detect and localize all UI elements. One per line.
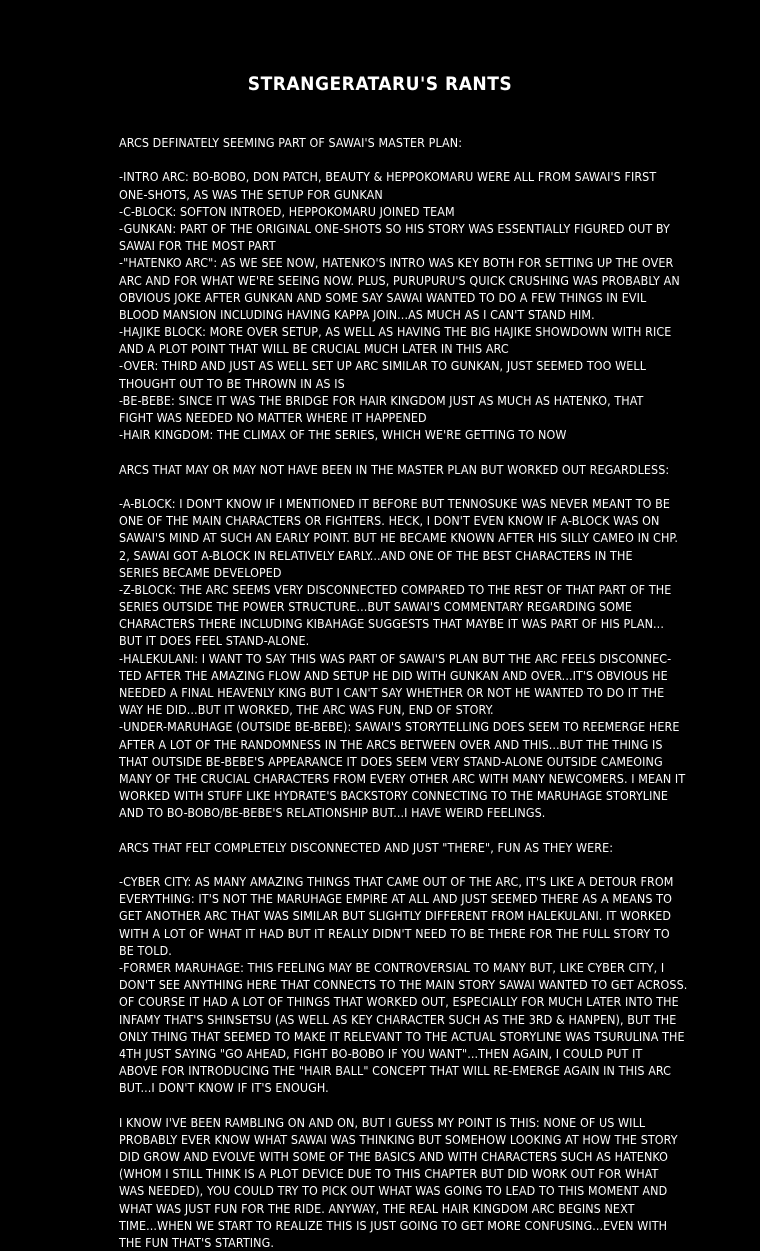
text-line: NEEDED A FINAL HEAVENLY KING BUT I CAN'T SAY WHETHER OR NOT HE WANTED TO DO IT THE [119,685,665,700]
text-line: AFTER A LOT OF THE RANDOMNESS IN THE ARCS BETWEEN OVER AND THIS...BUT THE THING IS [119,736,663,752]
paragraph [119,495,719,822]
text-line: WHAT WAS JUST FUN FOR THE RIDE. ANYWAY, THE REAL HAIR KINGDOM ARC BEGINS NEXT [119,1200,635,1216]
text-line: I KNOW I'VE BEEN RAMBLING ON AND ON, BUT I GUESS MY POINT IS THIS: NONE OF US WILL [119,1114,646,1130]
text-line: THE FUN THAT'S STARTING. [119,1235,274,1250]
text-line: -HAIR KINGDOM: THE CLIMAX OF THE SERIES, WHICH WE'RE GETTING TO NOW [119,427,567,443]
text-line: -C-BLOCK: SOFTON INTROED, HEPPOKOMARU JOINED TEAM [119,203,455,219]
text-line: SAWAI'S MIND AT SUCH AN EARLY POINT. BUT HE BECAME KNOWN AFTER HIS SILLY CAMEO IN CHP. [119,530,678,546]
text-line: GET ANOTHER ARC THAT WAS SIMILAR BUT SLIGHTLY DIFFERENT FROM HALEKULANI. IT WORKED [119,908,672,924]
text-line: -"HATENKO ARC": AS WE SEE NOW, HATENKO'S INTRO WAS KEY BOTH FOR SETTING UP THE OVER [119,255,674,271]
text-line: PROBABLY EVER KNOW WHAT SAWAI WAS THINKING BUT SOMEHOW LOOKING AT HOW THE STORY [119,1131,678,1147]
text-line: 2, SAWAI GOT A-BLOCK IN RELATIVELY EARLY...AND ONE OF THE BEST CHARACTERS IN THE [119,547,633,563]
text-line: -CYBER CITY: AS MANY AMAZING THINGS THAT CAME OUT OF THE ARC, IT'S LIKE A DETOUR FROM [119,874,674,890]
text-line: OF COURSE IT HAD A LOT OF THINGS THAT WORKED OUT, ESPECIALLY FOR MUCH LATER INTO THE [119,994,679,1010]
text-line: ARCS DEFINATELY SEEMING PART OF SAWAI'S MASTER PLAN: [119,135,463,150]
text-line: INFAMY THAT'S SHINSETSU (AS WELL AS KEY CHARACTER SUCH AS THE 3RD & HANPEN), BUT THE [119,1011,677,1027]
rant-body [119,134,719,1251]
text-line: DON'T SEE ANYTHING HERE THAT CONNECTS TO THE MAIN STORY SAWAI WANTED TO GET ACROSS. [119,977,688,993]
text-line: THOUGHT OUT TO BE THROWN IN AS IS [119,375,345,391]
paragraph-gap [119,151,719,168]
text-line: -HALEKULANI: I WANT TO SAY THIS WAS PART OF SAWAI'S PLAN BUT THE ARC FEELS DISCONNEC- [119,650,672,666]
paragraph-gap [119,443,719,460]
text-line: -INTRO ARC: BO-BOBO, DON PATCH, BEAUTY & HEPPOKOMARU WERE ALL FROM SAWAI'S FIRST [119,169,657,185]
text-line: WITH A LOT OF WHAT IT HAD BUT IT REALLY DIDN'T NEED TO BE THERE FOR THE FULL STORY TO [119,925,670,941]
paragraph-gap [119,478,719,495]
text-line: TIME...WHEN WE START TO REALIZE THIS IS JUST GOING TO GET MORE CONFUSING...EVEN WITH [119,1217,668,1233]
text-line: EVERYTHING: IT'S NOT THE MARUHAGE EMPIRE AT ALL AND JUST SEEMED THERE AS A MEANS TO [119,891,672,907]
text-line: -OVER: THIRD AND JUST AS WELL SET UP ARC SIMILAR TO GUNKAN, JUST SEEMED TOO WELL [119,358,647,374]
text-line: AND A PLOT POINT THAT WILL BE CRUCIAL MUCH LATER IN THIS ARC [119,341,509,357]
text-line: WORKED WITH STUFF LIKE HYDRATE'S BACKSTORY CONNECTING TO THE MARUHAGE STORYLINE [119,788,669,804]
text-line: WAY HE DID...BUT IT WORKED, THE ARC WAS FUN, END OF STORY. [119,702,494,718]
text-line: BLOOD MANSION INCLUDING HAVING KAPPA JOIN...AS MUCH AS I CAN'T STAND HIM. [119,306,595,322]
text-line: ONLY THING THAT SEEMED TO MAKE IT RELEVANT TO THE ACTUAL STORYLINE WAS TSURULINA THE [119,1028,685,1044]
paragraph [119,839,719,856]
text-line: ONE-SHOTS, AS WAS THE SETUP FOR GUNKAN [119,186,383,202]
text-line: OBVIOUS JOKE AFTER GUNKAN AND SOME SAY SAWAI WANTED TO DO A FEW THINGS IN EVIL [119,289,647,305]
paragraph [119,873,719,1096]
text-line: CHARACTERS THERE INCLUDING KIBAHAGE SUGGESTS THAT MAYBE IT WAS PART OF HIS PLAN... [119,616,664,632]
text-line: FIGHT WAS NEEDED NO MATTER WHERE IT HAPPENED [119,410,427,425]
paragraph-gap [119,1097,719,1114]
text-line: BE TOLD. [119,942,172,958]
text-line: 4TH JUST SAYING "GO AHEAD, FIGHT BO-BOBO IF YOU WANT"...THEN AGAIN, I COULD PUT IT [119,1045,643,1061]
text-line: SERIES BECAME DEVELOPED [119,564,282,580]
text-line: SAWAI FOR THE MOST PART [119,238,276,254]
paragraph [119,168,719,443]
text-line: WAS NEEDED), YOU COULD TRY TO PICK OUT WHAT WAS GOING TO LEAD TO THIS MOMENT AND [119,1183,668,1199]
text-line: AND TO BO-BOBO/BE-BEBE'S RELATIONSHIP BUT...I HAVE WEIRD FEELINGS. [119,805,546,821]
paragraph [119,1114,719,1251]
text-line: -Z-BLOCK: THE ARC SEEMS VERY DISCONNECTED COMPARED TO THE REST OF THAT PART OF THE [119,581,672,597]
page-title: STRANGERATARU'S RANTS [247,73,513,95]
paragraph [119,461,719,478]
text-line: TED AFTER THE AMAZING FLOW AND SETUP HE DID WITH GUNKAN AND OVER...IT'S OBVIOUS HE [119,667,668,683]
text-line: ABOVE FOR INTRODUCING THE "HAIR BALL" CONCEPT THAT WILL RE-EMERGE AGAIN IN THIS ARC [119,1063,672,1079]
text-line: -BE-BEBE: SINCE IT WAS THE BRIDGE FOR HAIR KINGDOM JUST AS MUCH AS HATENKO, THAT [119,392,644,408]
text-line: ONE OF THE MAIN CHARACTERS OR FIGHTERS. HECK, I DON'T EVEN KNOW IF A-BLOCK WAS ON [119,513,660,529]
paragraph-gap [119,856,719,873]
paragraph [119,134,719,151]
text-line: ARCS THAT FELT COMPLETELY DISCONNECTED AND JUST "THERE", FUN AS THEY WERE: [119,839,614,855]
text-line: -FORMER MARUHAGE: THIS FEELING MAY BE CONTROVERSIAL TO MANY BUT, LIKE CYBER CITY, I [119,960,665,975]
text-line: -A-BLOCK: I DON'T KNOW IF I MENTIONED IT BEFORE BUT TENNOSUKE WAS NEVER MEANT TO BE [119,495,670,511]
paragraph-gap [119,822,719,839]
text-line: -UNDER-MARUHAGE (OUTSIDE BE-BEBE): SAWAI'S STORYTELLING DOES SEEM TO REEMERGE HERE [119,719,680,735]
text-line: DID GROW AND EVOLVE WITH SOME OF THE BASICS AND WITH CHARACTERS SUCH AS HATENKO [119,1149,668,1165]
text-line: -GUNKAN: PART OF THE ORIGINAL ONE-SHOTS SO HIS STORY WAS ESSENTIALLY FIGURED OUT BY [119,220,670,236]
text-line: (WHOM I STILL THINK IS A PLOT DEVICE DUE TO THIS CHAPTER BUT DID WORK OUT FOR WHAT [119,1166,659,1182]
text-line: BUT IT DOES FEEL STAND-ALONE. [119,633,310,649]
text-line: THAT OUTSIDE BE-BEBE'S APPEARANCE IT DOES SEEM VERY STAND-ALONE OUTSIDE CAMEOING [119,753,663,769]
text-line: -HAJIKE BLOCK: MORE OVER SETUP, AS WELL AS HAVING THE BIG HAJIKE SHOWDOWN WITH RICE [119,324,672,340]
text-line: MANY OF THE CRUCIAL CHARACTERS FROM EVERY OTHER ARC WITH MANY NEWCOMERS. I MEAN IT [119,770,686,786]
text-line: SERIES OUTSIDE THE POWER STRUCTURE...BUT SAWAI'S COMMENTARY REGARDING SOME [119,599,633,615]
text-line: ARCS THAT MAY OR MAY NOT HAVE BEEN IN THE MASTER PLAN BUT WORKED OUT REGARDLESS: [119,461,670,477]
text-line: ARC AND FOR WHAT WE'RE SEEING NOW. PLUS, PURUPURU'S QUICK CRUSHING WAS PROBABLY AN [119,272,680,288]
text-line: BUT...I DON'T KNOW IF IT'S ENOUGH. [119,1080,329,1096]
